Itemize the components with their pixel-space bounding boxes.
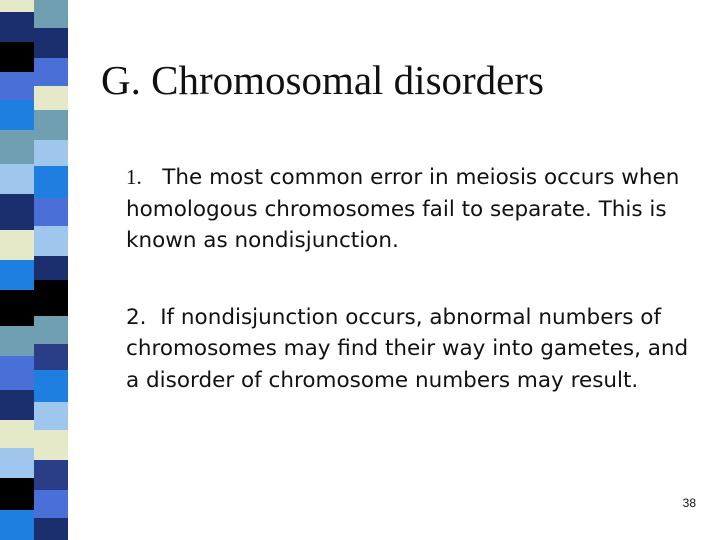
stripe-right-block bbox=[34, 110, 68, 140]
point-2 bbox=[126, 302, 696, 397]
stripe-right-block bbox=[34, 430, 68, 460]
stripe-left-block bbox=[0, 390, 34, 420]
stripe-right-block bbox=[34, 86, 68, 110]
stripe-right-block bbox=[34, 402, 68, 430]
stripe-left-block bbox=[0, 448, 34, 478]
stripe-right-block bbox=[34, 198, 68, 226]
point-1-number: 1. bbox=[126, 165, 142, 189]
stripe-left-block bbox=[0, 100, 34, 130]
point-1-text: The most common error in meiosis occurs when homologous chromosomes fail to separate. This is known as nondisjunction. bbox=[126, 165, 680, 253]
stripe-left-block bbox=[0, 130, 34, 164]
stripe-right-block bbox=[34, 518, 68, 540]
stripe-left-block bbox=[0, 326, 34, 356]
stripe-right-block bbox=[34, 0, 68, 28]
slide-title: G. Chromosomal disorders bbox=[101, 57, 544, 103]
stripe-left-block bbox=[0, 356, 34, 390]
stripe-right-block bbox=[34, 28, 68, 58]
stripe-column-left bbox=[0, 0, 34, 540]
stripe-right-block bbox=[34, 58, 68, 86]
page-number: 38 bbox=[682, 496, 696, 510]
decorative-stripe bbox=[0, 0, 70, 540]
stripe-left-block bbox=[0, 290, 34, 326]
stripe-left-block bbox=[0, 12, 34, 42]
stripe-right-block bbox=[34, 256, 68, 280]
stripe-right-block bbox=[34, 316, 68, 344]
stripe-left-block bbox=[0, 42, 34, 72]
stripe-left-block bbox=[0, 420, 34, 448]
stripe-left-block bbox=[0, 0, 34, 12]
stripe-right-block bbox=[34, 490, 68, 518]
stripe-left-block bbox=[0, 510, 34, 540]
stripe-right-block bbox=[34, 280, 68, 316]
stripe-right-block bbox=[34, 460, 68, 490]
stripe-left-block bbox=[0, 230, 34, 260]
stripe-right-block bbox=[34, 140, 68, 166]
stripe-left-block bbox=[0, 478, 34, 510]
stripe-column-right bbox=[34, 0, 68, 540]
stripe-left-block bbox=[0, 194, 34, 230]
stripe-left-block bbox=[0, 260, 34, 290]
stripe-right-block bbox=[34, 370, 68, 402]
stripe-left-block bbox=[0, 72, 34, 100]
stripe-right-block bbox=[34, 166, 68, 198]
point-2-text: If nondisjunction occurs, abnormal numbers of chromosomes may find their way into gametes, and a disorder of chromosome numbers may result. bbox=[126, 304, 689, 393]
point-1 bbox=[126, 162, 696, 257]
stripe-left-block bbox=[0, 164, 34, 194]
stripe-right-block bbox=[34, 226, 68, 256]
stripe-right-block bbox=[34, 344, 68, 370]
point-2-number: 2. bbox=[126, 304, 147, 330]
slide-body bbox=[126, 162, 696, 441]
